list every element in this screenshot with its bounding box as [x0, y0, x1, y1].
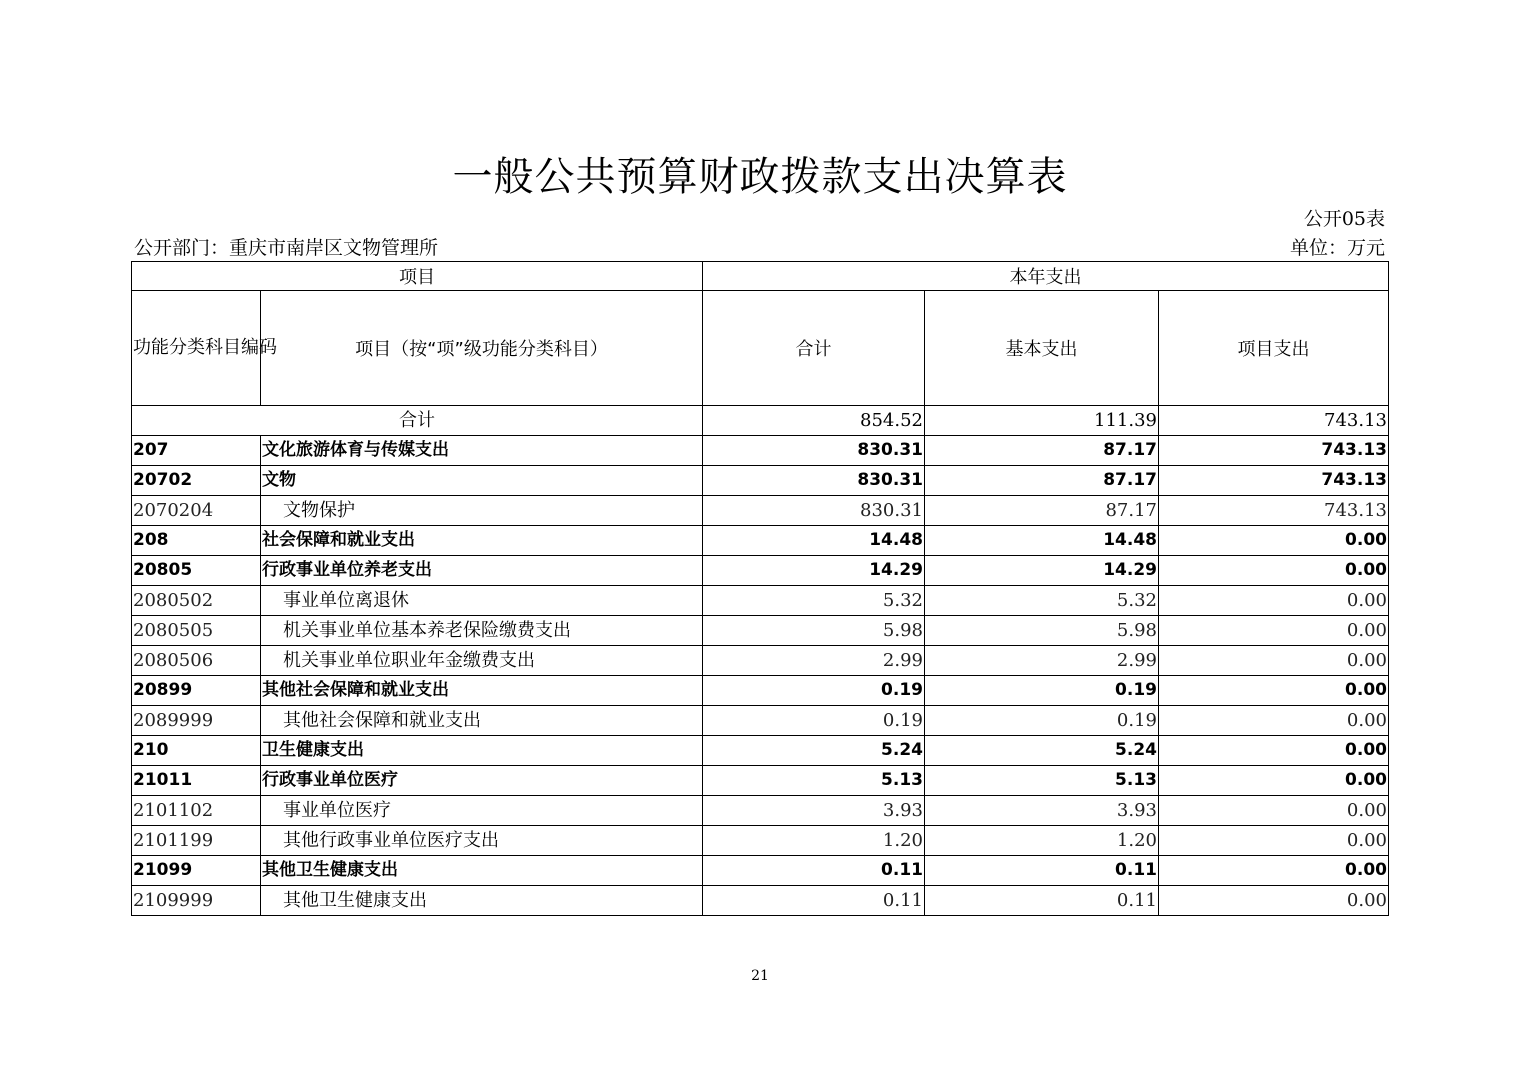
unit-label: 单位：万元: [1289, 237, 1385, 259]
header-this-year: 本年支出: [703, 262, 1389, 291]
project-cell: 0.00: [1159, 706, 1389, 736]
total-cell: 5.98: [703, 616, 925, 646]
code-cell: 20899: [132, 676, 261, 706]
table-row: [132, 646, 1389, 676]
table-row: [132, 616, 1389, 646]
total-cell: 0.19: [703, 676, 925, 706]
name-cell: 行政事业单位医疗: [261, 766, 703, 796]
total-cell: 5.32: [703, 586, 925, 616]
code-cell: 2080505: [132, 616, 261, 646]
table-row: [132, 586, 1389, 616]
basic-cell: 0.19: [925, 706, 1159, 736]
header-basic: 基本支出: [925, 291, 1159, 406]
header-total: 合计: [703, 291, 925, 406]
table-row: [132, 436, 1389, 466]
total-cell: 14.29: [703, 556, 925, 586]
basic-cell: 14.48: [925, 526, 1159, 556]
header-code: 功能分类科目编码: [132, 291, 261, 406]
project-cell: 743.13: [1159, 466, 1389, 496]
name-cell: 其他行政事业单位医疗支出: [261, 826, 703, 856]
total-cell: 830.31: [703, 466, 925, 496]
project-cell: 0.00: [1159, 856, 1389, 886]
project-cell: 0.00: [1159, 556, 1389, 586]
basic-cell: 5.98: [925, 616, 1159, 646]
name-cell: 卫生健康支出: [261, 736, 703, 766]
table-row: [132, 526, 1389, 556]
table-row: [132, 496, 1389, 526]
project-cell: 743.13: [1159, 496, 1389, 526]
name-cell: 其他卫生健康支出: [261, 856, 703, 886]
total-cell: 0.11: [703, 856, 925, 886]
total-cell: 1.20: [703, 826, 925, 856]
total-basic: 111.39: [925, 406, 1159, 436]
basic-cell: 0.11: [925, 856, 1159, 886]
department-label: 公开部门：重庆市南岸区文物管理所: [134, 237, 439, 259]
code-cell: 207: [132, 436, 261, 466]
table-row: [132, 466, 1389, 496]
name-cell: 其他社会保障和就业支出: [261, 706, 703, 736]
header-row-1: [132, 262, 1389, 291]
code-cell: 208: [132, 526, 261, 556]
total-row: [132, 406, 1389, 436]
code-cell: 20702: [132, 466, 261, 496]
basic-cell: 2.99: [925, 646, 1159, 676]
table-row: [132, 856, 1389, 886]
total-label: 合计: [132, 406, 703, 436]
project-cell: 0.00: [1159, 616, 1389, 646]
basic-cell: 5.32: [925, 586, 1159, 616]
code-cell: 2109999: [132, 886, 261, 916]
project-cell: 0.00: [1159, 676, 1389, 706]
code-cell: 21011: [132, 766, 261, 796]
basic-cell: 87.17: [925, 436, 1159, 466]
table-row: [132, 826, 1389, 856]
name-cell: 文物: [261, 466, 703, 496]
name-cell: 文物保护: [261, 496, 703, 526]
name-cell: 行政事业单位养老支出: [261, 556, 703, 586]
basic-cell: 14.29: [925, 556, 1159, 586]
budget-table: [131, 261, 1389, 916]
name-cell: 社会保障和就业支出: [261, 526, 703, 556]
total-cell: 14.48: [703, 526, 925, 556]
total-cell: 5.24: [703, 736, 925, 766]
project-cell: 0.00: [1159, 646, 1389, 676]
total-cell: 0.19: [703, 706, 925, 736]
table-row: [132, 796, 1389, 826]
total-cell: 0.11: [703, 886, 925, 916]
code-cell: 20805: [132, 556, 261, 586]
project-cell: 743.13: [1159, 436, 1389, 466]
table-row: [132, 556, 1389, 586]
project-cell: 0.00: [1159, 736, 1389, 766]
table-row: [132, 766, 1389, 796]
project-cell: 0.00: [1159, 766, 1389, 796]
basic-cell: 87.17: [925, 466, 1159, 496]
name-cell: 机关事业单位职业年金缴费支出: [261, 646, 703, 676]
basic-cell: 0.19: [925, 676, 1159, 706]
name-cell: 机关事业单位基本养老保险缴费支出: [261, 616, 703, 646]
total-cell: 3.93: [703, 796, 925, 826]
code-cell: 2089999: [132, 706, 261, 736]
name-cell: 其他卫生健康支出: [261, 886, 703, 916]
name-cell: 事业单位离退休: [261, 586, 703, 616]
page-number: 21: [751, 968, 769, 984]
total-project: 743.13: [1159, 406, 1389, 436]
basic-cell: 1.20: [925, 826, 1159, 856]
total-cell: 2.99: [703, 646, 925, 676]
project-cell: 0.00: [1159, 586, 1389, 616]
total-sum: 854.52: [703, 406, 925, 436]
total-cell: 830.31: [703, 496, 925, 526]
basic-cell: 87.17: [925, 496, 1159, 526]
basic-cell: 0.11: [925, 886, 1159, 916]
basic-cell: 5.13: [925, 766, 1159, 796]
basic-cell: 5.24: [925, 736, 1159, 766]
table-row: [132, 886, 1389, 916]
name-cell: 事业单位医疗: [261, 796, 703, 826]
name-cell: 其他社会保障和就业支出: [261, 676, 703, 706]
table-row: [132, 706, 1389, 736]
table-row: [132, 736, 1389, 766]
code-cell: 2101199: [132, 826, 261, 856]
form-number: 公开05表: [1303, 208, 1385, 230]
header-row-2: [132, 291, 1389, 406]
table-row: [132, 676, 1389, 706]
code-cell: 2080502: [132, 586, 261, 616]
total-cell: 830.31: [703, 436, 925, 466]
code-cell: 210: [132, 736, 261, 766]
project-cell: 0.00: [1159, 886, 1389, 916]
header-project-expense: 项目支出: [1159, 291, 1389, 406]
total-cell: 5.13: [703, 766, 925, 796]
code-cell: 2101102: [132, 796, 261, 826]
code-cell: 2080506: [132, 646, 261, 676]
name-cell: 文化旅游体育与传媒支出: [261, 436, 703, 466]
project-cell: 0.00: [1159, 526, 1389, 556]
document-title: 一般公共预算财政拨款支出决算表: [452, 154, 1068, 200]
code-cell: 21099: [132, 856, 261, 886]
project-cell: 0.00: [1159, 826, 1389, 856]
project-cell: 0.00: [1159, 796, 1389, 826]
header-project: 项目: [132, 262, 703, 291]
code-cell: 2070204: [132, 496, 261, 526]
header-item: 项目（按“项”级功能分类科目）: [261, 291, 703, 406]
basic-cell: 3.93: [925, 796, 1159, 826]
